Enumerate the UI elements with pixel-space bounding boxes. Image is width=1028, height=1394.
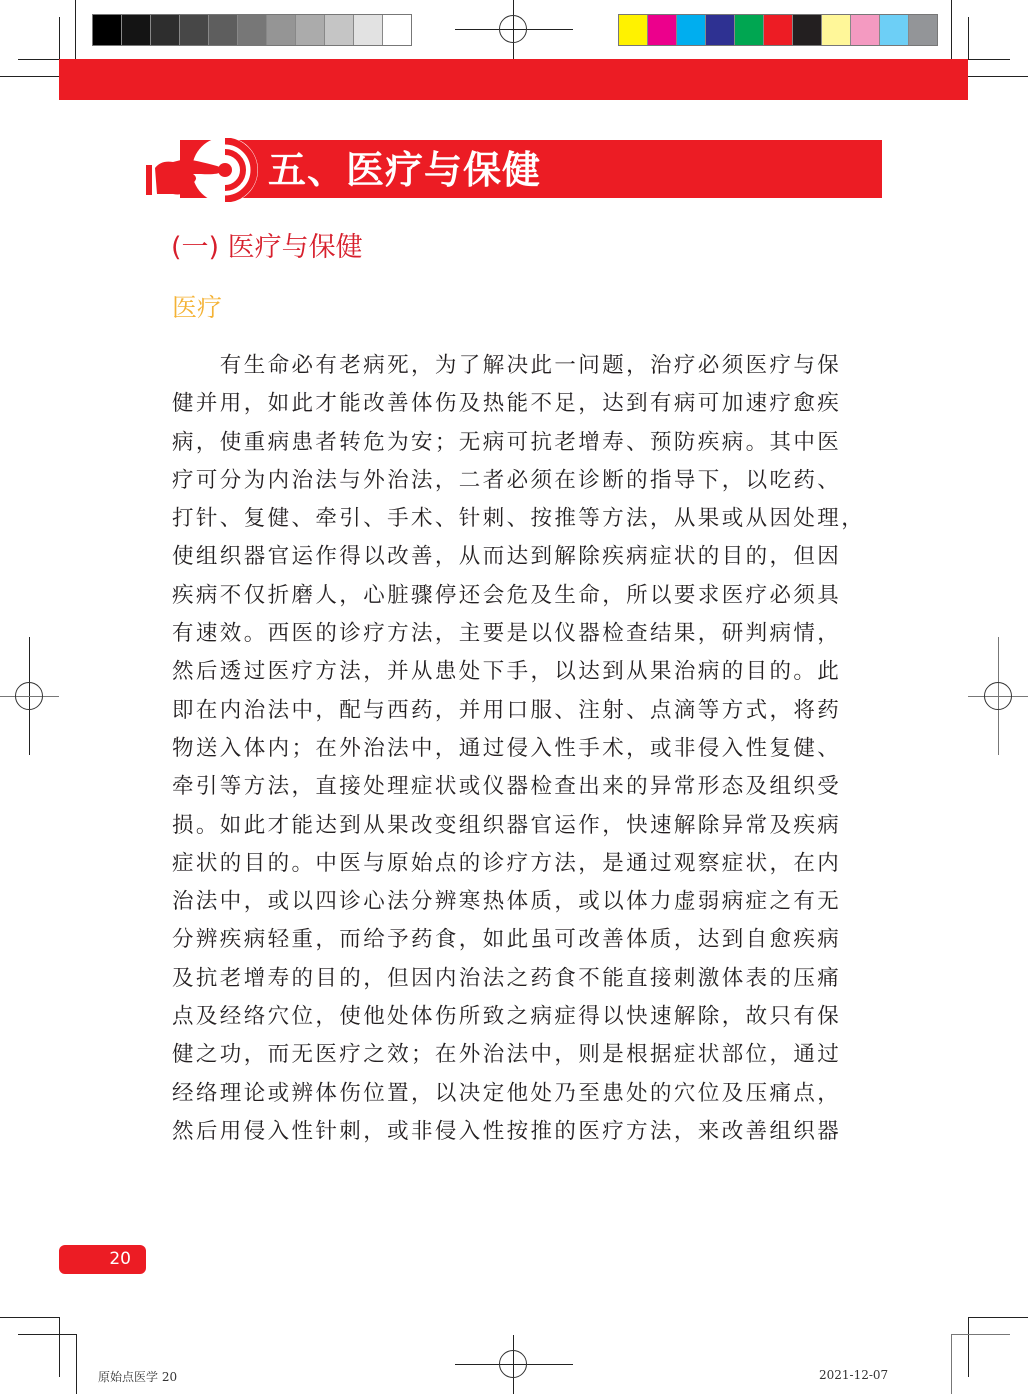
body-text-line: 有生命必有老病死，为了解决此一问题，治疗必须医疗与保 [172, 353, 842, 378]
body-text-line: 症状的目的。中医与原始点的诊疗方法，是通过观察症状，在内 [172, 850, 842, 876]
color-swatch [296, 15, 325, 45]
body-text-line: 疗可分为内治法与外治法，二者必须在诊断的指导下，以吃药、 [172, 467, 842, 493]
body-text-line: 物送入体内；在外治法中，通过侵入性手术，或非侵入性复健、 [172, 735, 842, 761]
color-swatch [325, 15, 354, 45]
color-swatch [677, 15, 706, 45]
color-swatch [238, 15, 267, 45]
color-swatch [648, 15, 677, 45]
footer-slug-date: 2021-12-07 [819, 1368, 889, 1382]
body-text-line: 点及经络穴位，使他处体伤所致之病症得以快速解除，故只有保 [172, 1004, 842, 1030]
color-swatch [619, 15, 648, 45]
color-swatch [209, 15, 238, 45]
color-swatch [735, 15, 764, 45]
color-swatch [151, 15, 180, 45]
body-text-line: 治法中，或以四诊心法分辨寒热体质，或以体力虚弱病症之有无 [172, 889, 842, 915]
body-text-line: 经络理论或辨体伤位置，以决定他处乃至患处的穴位及压痛点， [172, 1080, 842, 1106]
body-text-line: 然后透过医疗方法，并从患处下手，以达到从果治病的目的。此 [172, 659, 842, 685]
body-text-line: 即在内治法中，配与西药，并用口服、注射、点滴等方式，将药 [172, 697, 842, 723]
pointing-hand-target-icon [143, 138, 263, 202]
body-text-line: 使组织器官运作得以改善，从而达到解除疾病症状的目的，但因 [172, 544, 842, 570]
color-swatch [793, 15, 822, 45]
body-text-line: 健并用，如此才能改善体伤及热能不足，达到有病可加速疗愈疾 [172, 391, 842, 417]
color-swatch [93, 15, 122, 45]
body-text-line: 损。如此才能达到从果改变组织器官运作，快速解除异常及疾病 [172, 812, 842, 838]
body-text-line: 有速效。西医的诊疗方法，主要是以仪器检查结果，研判病情， [172, 621, 842, 647]
page-number-badge: 20 [59, 1245, 146, 1274]
color-swatch [880, 15, 909, 45]
chapter-title: 五、医疗与保健 [268, 148, 542, 192]
body-text-line: 打针、复健、牵引、手术、针刺、按推等方法，从果或从因处理， [172, 506, 866, 532]
footer-slug-title: 原始点医学 20 [98, 1370, 178, 1384]
body-text-line: 然后用侵入性针刺，或非侵入性按推的医疗方法，来改善组织器 [172, 1118, 842, 1144]
body-text-line: 分辨疾病轻重，而给予药食，如此虽可改善体质，达到自愈疾病 [172, 927, 842, 953]
color-swatch [180, 15, 209, 45]
section-title: (一) 医疗与保健 [171, 232, 363, 263]
color-swatch [267, 15, 296, 45]
body-paragraph [172, 347, 866, 1151]
body-text-line: 健之功，而无医疗之效；在外治法中，则是根据症状部位，通过 [172, 1042, 842, 1068]
body-text-line: 病，使重病患者转危为安；无病可抗老增寿、预防疾病。其中医 [172, 429, 842, 455]
grayscale-color-bar [92, 14, 412, 46]
color-swatch [706, 15, 735, 45]
section-subtitle: 医疗 [172, 293, 223, 322]
color-swatch [851, 15, 880, 45]
color-swatch [909, 15, 937, 45]
color-swatch [122, 15, 151, 45]
color-swatch [764, 15, 793, 45]
cmyk-color-bar [618, 14, 938, 46]
body-text-line: 及抗老增寿的目的，但因内治法之药食不能直接刺激体表的压痛 [172, 965, 842, 991]
color-swatch [822, 15, 851, 45]
header-red-band [59, 59, 968, 100]
color-swatch [354, 15, 383, 45]
color-swatch [383, 15, 411, 45]
body-text-line: 牵引等方法，直接处理症状或仪器检查出来的异常形态及组织受 [172, 774, 842, 800]
body-text-line: 疾病不仅折磨人，心脏骤停还会危及生命，所以要求医疗必须具 [172, 582, 842, 608]
